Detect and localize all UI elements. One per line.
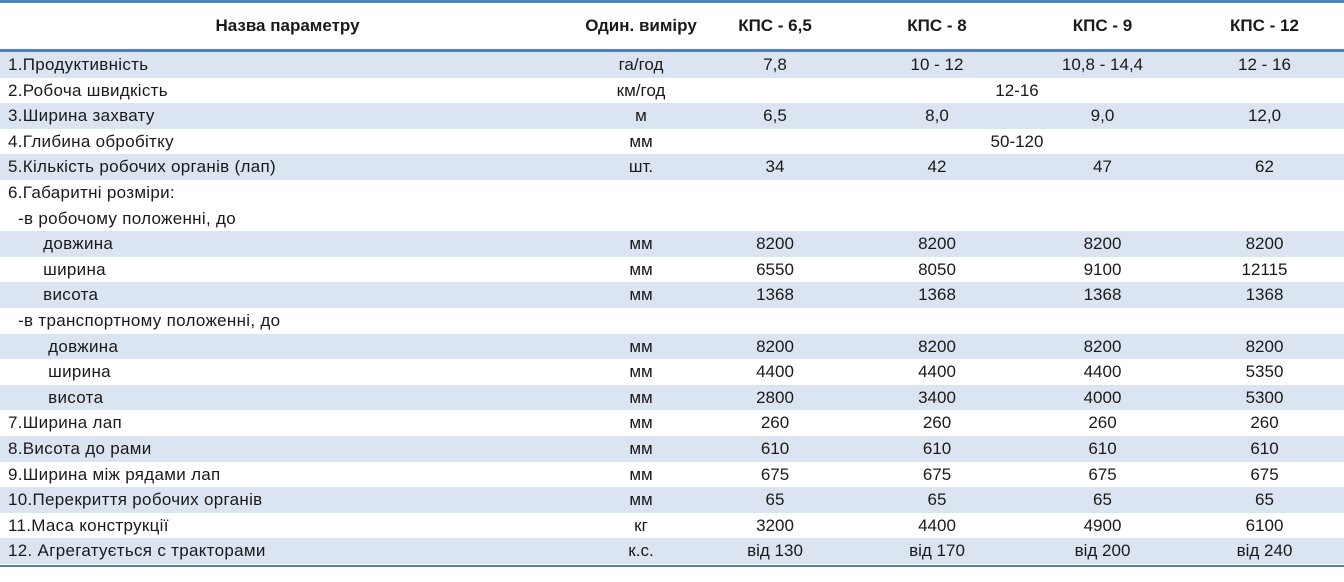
param-unit: мм — [629, 285, 653, 305]
header-unit: Один. виміру — [585, 16, 697, 35]
param-value: 1368 — [756, 285, 794, 305]
param-value: 7,8 — [763, 55, 787, 74]
param-value: 65 — [1255, 490, 1274, 510]
param-unit: шт. — [628, 157, 654, 177]
table-row — [0, 78, 1344, 104]
param-unit: мм — [629, 413, 653, 433]
param-value: 65 — [1093, 490, 1112, 510]
param-value: 47 — [1093, 157, 1112, 177]
table-header — [0, 3, 1344, 49]
table-row — [0, 103, 1344, 129]
param-value: 260 — [1088, 413, 1117, 433]
param-value: 675 — [1250, 464, 1279, 484]
param-value: 42 — [927, 157, 947, 177]
param-unit: кг — [634, 515, 648, 535]
table-body — [0, 52, 1344, 564]
param-unit: мм — [629, 234, 653, 254]
param-value — [690, 180, 860, 206]
param-value: 610 — [1088, 438, 1117, 458]
param-unit: мм — [629, 362, 653, 382]
param-value: 2800 — [756, 387, 794, 407]
param-name: 11.Маса конструкції — [8, 515, 169, 535]
param-value — [1020, 180, 1185, 206]
param-name: висота — [8, 387, 104, 407]
param-name: 5.Кількість робочих органів (лап) — [8, 157, 276, 177]
param-value: 8200 — [1245, 234, 1284, 254]
header-model-4: КПС - 12 — [1230, 16, 1299, 35]
param-value: 4400 — [756, 362, 794, 382]
param-value: 5300 — [1245, 387, 1284, 407]
param-value: 4400 — [918, 515, 956, 535]
param-value — [1020, 206, 1185, 232]
param-value: 9,0 — [1090, 106, 1115, 126]
param-value — [1185, 180, 1344, 206]
table-row — [0, 359, 1344, 385]
param-unit: км/год — [616, 80, 666, 100]
param-value: 12,0 — [1247, 106, 1282, 126]
param-value: 260 — [1250, 413, 1279, 433]
table-row — [0, 129, 1344, 155]
header-model-2: КПС - 8 — [907, 16, 967, 35]
param-value: 8200 — [1245, 336, 1284, 356]
param-name: 7.Ширина лап — [8, 413, 122, 433]
param-unit: мм — [629, 438, 653, 458]
param-value: 65 — [765, 490, 785, 510]
param-name: довжина — [8, 336, 119, 356]
param-value: 1368 — [1083, 285, 1122, 305]
table-row — [0, 487, 1344, 513]
param-unit: мм — [629, 464, 653, 484]
param-value: 610 — [1250, 438, 1279, 458]
param-value — [690, 308, 860, 334]
param-value: від 240 — [1236, 541, 1293, 561]
param-value: 4400 — [1083, 362, 1122, 382]
param-value: 8200 — [756, 234, 794, 254]
param-unit: мм — [629, 131, 653, 151]
param-value: 6550 — [756, 259, 794, 279]
param-value: 675 — [1088, 464, 1117, 484]
param-value: 610 — [922, 438, 952, 458]
param-value: 9100 — [1083, 259, 1122, 279]
param-value — [1020, 308, 1185, 334]
param-value: 5350 — [1245, 362, 1284, 382]
param-value — [857, 206, 1017, 232]
param-value: від 170 — [909, 541, 965, 561]
table-row — [0, 538, 1344, 564]
param-unit: мм — [629, 387, 653, 407]
param-value: 260 — [760, 413, 790, 433]
param-value: 675 — [922, 464, 952, 484]
param-value: 610 — [760, 438, 790, 458]
param-value — [690, 206, 860, 232]
header-param: Назва параметру — [215, 16, 360, 35]
param-unit — [580, 308, 702, 334]
param-value: 6,5 — [763, 106, 787, 126]
table-row — [0, 180, 1344, 206]
param-name: ширина — [8, 362, 111, 382]
param-value — [1185, 308, 1344, 334]
param-unit: мм — [629, 490, 653, 510]
param-value: 4900 — [1083, 515, 1122, 535]
table-row — [0, 231, 1344, 257]
param-value: 3400 — [918, 387, 956, 407]
param-unit: мм — [629, 336, 653, 356]
table-row — [0, 385, 1344, 411]
param-value: 65 — [927, 490, 947, 510]
param-value: 260 — [922, 413, 952, 433]
param-name: 1.Продуктивність — [8, 55, 149, 74]
table-row — [0, 206, 1344, 232]
param-value: 6100 — [1245, 515, 1284, 535]
param-value: 8050 — [918, 259, 956, 279]
param-name: 3.Ширина захвату — [8, 106, 155, 126]
param-name: 12. Агрегатується с тракторами — [8, 541, 266, 561]
param-name: 8.Висота до рами — [8, 438, 152, 458]
table-row — [0, 410, 1344, 436]
param-value: 8,0 — [925, 106, 949, 126]
param-value: 8200 — [756, 336, 794, 356]
param-value: 8200 — [918, 234, 956, 254]
param-value: 12115 — [1241, 259, 1288, 279]
table-row — [0, 334, 1344, 360]
param-value-common: 50-120 — [990, 131, 1044, 151]
param-name: 6.Габаритні розміри: — [8, 182, 175, 202]
header-model-3: КПС - 9 — [1072, 16, 1133, 35]
param-value: 675 — [760, 464, 790, 484]
table-row — [0, 257, 1344, 283]
param-unit: мм — [629, 259, 653, 279]
param-name: -в транспортному положенні, до — [8, 310, 281, 330]
param-value: 34 — [765, 157, 785, 177]
param-value: 4000 — [1083, 387, 1122, 407]
table-row — [0, 308, 1344, 334]
param-unit — [580, 180, 702, 206]
param-value: 3200 — [756, 515, 794, 535]
param-name: висота — [8, 285, 99, 305]
param-name: ширина — [8, 259, 106, 279]
param-value: від 130 — [747, 541, 803, 561]
header-model-1: КПС - 6,5 — [738, 16, 812, 35]
param-value — [857, 308, 1017, 334]
param-value: 8200 — [1083, 234, 1122, 254]
table-row — [0, 52, 1344, 78]
param-name: 9.Ширина між рядами лап — [8, 464, 221, 484]
param-value-common: 12-16 — [995, 80, 1039, 100]
param-unit: га/год — [618, 55, 664, 74]
param-value — [857, 180, 1017, 206]
param-value: 1368 — [918, 285, 956, 305]
param-name: -в робочому положенні, до — [8, 208, 236, 228]
param-name: 2.Робоча швидкість — [8, 80, 168, 100]
param-unit: м — [635, 106, 647, 126]
param-value: 10 - 12 — [910, 55, 964, 74]
table-row — [0, 462, 1344, 488]
table-row — [0, 513, 1344, 539]
param-value: 8200 — [1083, 336, 1122, 356]
param-unit: к.с. — [628, 541, 654, 561]
param-value: 1368 — [1245, 285, 1284, 305]
param-name: довжина — [8, 234, 114, 254]
param-value: від 200 — [1074, 541, 1131, 561]
param-value — [1185, 206, 1344, 232]
table-row — [0, 154, 1344, 180]
param-value: 4400 — [918, 362, 956, 382]
table-row — [0, 436, 1344, 462]
param-value: 10,8 - 14,4 — [1061, 55, 1144, 74]
param-value: 62 — [1255, 157, 1274, 177]
param-unit — [580, 206, 702, 232]
table-bottom-border — [0, 565, 1344, 567]
table-row — [0, 282, 1344, 308]
param-value: 12 - 16 — [1238, 55, 1291, 74]
param-value: 8200 — [918, 336, 956, 356]
param-name: 10.Перекриття робочих органів — [8, 490, 263, 510]
param-name: 4.Глибина обробітку — [8, 131, 174, 151]
